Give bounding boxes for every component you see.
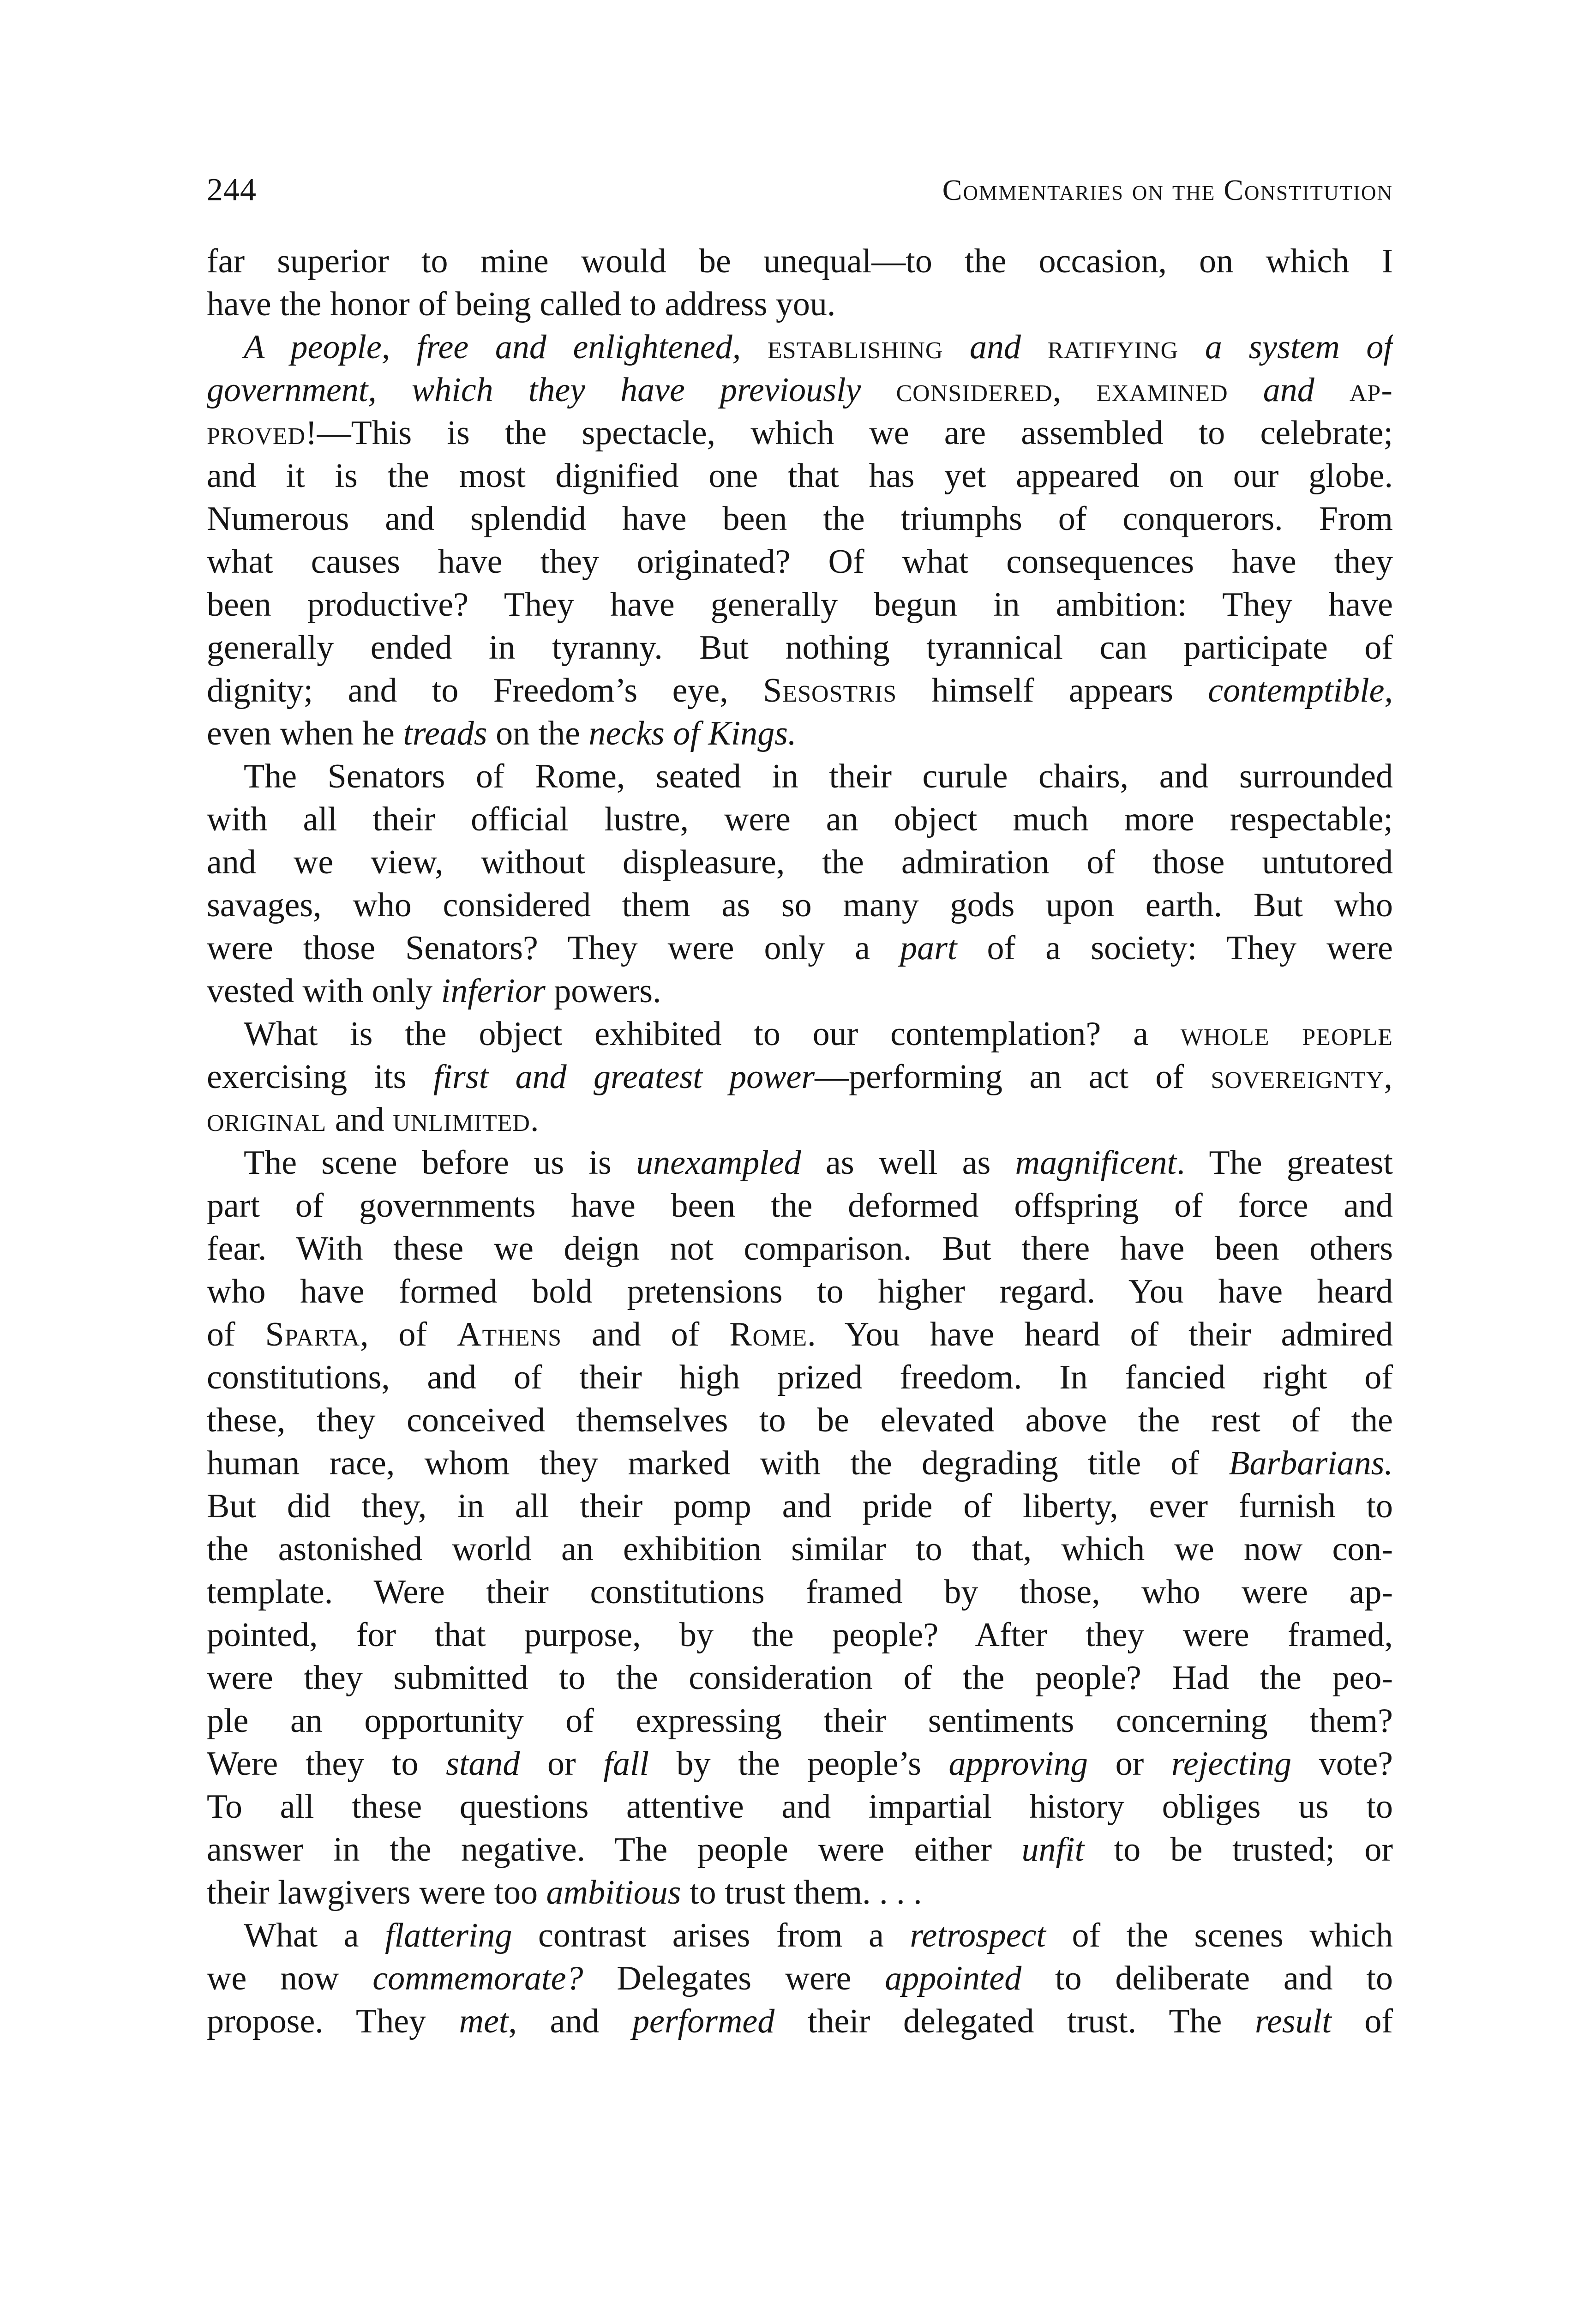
text-line bbox=[207, 755, 1393, 798]
text-run: and we view, without displeasure, the admiration of those untutored bbox=[207, 843, 1393, 881]
text-run: or bbox=[1087, 1745, 1171, 1783]
italic-text: and bbox=[1228, 371, 1350, 409]
text-line bbox=[207, 1957, 1393, 2000]
small-caps-text: examined bbox=[1096, 371, 1228, 409]
text-run: —performing an act of bbox=[815, 1058, 1211, 1096]
italic-text: part bbox=[900, 929, 957, 967]
text-line bbox=[207, 283, 1393, 326]
italic-text: retrospect bbox=[910, 1917, 1046, 1954]
text-run: What a bbox=[244, 1917, 385, 1954]
text-line bbox=[207, 1399, 1393, 1442]
text-run: were they submitted to the consideration of the people? Had the peo- bbox=[207, 1659, 1393, 1697]
text-run: with all their official lustre, were an object much more respectable; bbox=[207, 800, 1393, 838]
italic-text: contemptible, bbox=[1208, 672, 1393, 709]
italic-text: A people, free and enlightened, bbox=[244, 328, 768, 366]
text-line bbox=[207, 455, 1393, 498]
text-line bbox=[207, 1485, 1393, 1528]
text-run: far superior to mine would be unequal—to the occasion, on which I bbox=[207, 242, 1393, 280]
text-run: himself appears bbox=[897, 672, 1208, 709]
text-line bbox=[207, 1871, 1393, 1914]
text-run: Delegates were bbox=[583, 1959, 885, 1997]
text-run: powers. bbox=[545, 972, 661, 1010]
small-caps-text: sovereignty, bbox=[1211, 1058, 1393, 1096]
text-run: vested with only bbox=[207, 972, 441, 1010]
text-line bbox=[207, 1700, 1393, 1743]
text-line bbox=[207, 1743, 1393, 1785]
text-line bbox=[207, 1142, 1393, 1184]
text-run: . bbox=[530, 1101, 539, 1139]
text-line bbox=[207, 2000, 1393, 2043]
text-run: who have formed bold pretensions to higher regard. You have heard bbox=[207, 1273, 1393, 1310]
page-number: 244 bbox=[207, 172, 257, 208]
text-line bbox=[207, 412, 1393, 455]
text-line bbox=[207, 1914, 1393, 1957]
text-line bbox=[207, 1056, 1393, 1099]
text-run: contrast arises from a bbox=[512, 1917, 910, 1954]
text-line bbox=[207, 541, 1393, 583]
text-run: propose. They bbox=[207, 2002, 459, 2040]
text-run: to trust them. . . . bbox=[681, 1874, 922, 1911]
italic-text: met bbox=[459, 2002, 509, 2040]
text-line bbox=[207, 1614, 1393, 1657]
text-run: of a society: They were bbox=[957, 929, 1393, 967]
text-run: even when he bbox=[207, 715, 403, 752]
text-run: constitutions, and of their high prized freedom. In fancied right of bbox=[207, 1358, 1393, 1396]
text-run: part of governments have been the deformed offspring of force and bbox=[207, 1187, 1393, 1225]
text-line bbox=[207, 240, 1393, 283]
italic-text: result bbox=[1254, 2002, 1332, 2040]
text-run: were those Senators? They were only a bbox=[207, 929, 900, 967]
text-run: Were they to bbox=[207, 1745, 446, 1783]
text-run: template. Were their constitutions framed by those, who were ap- bbox=[207, 1573, 1393, 1611]
text-run: !—This is the spectacle, which we are assembled to celebrate; bbox=[306, 414, 1393, 452]
text-line bbox=[207, 1442, 1393, 1485]
text-run: and it is the most dignified one that has yet appeared on our globe. bbox=[207, 457, 1393, 495]
text-run: their lawgivers were too bbox=[207, 1874, 546, 1911]
italic-text: unfit bbox=[1021, 1831, 1085, 1869]
text-run: to deliberate and to bbox=[1021, 1959, 1393, 1997]
text-run: pointed, for that purpose, by the people? After they were framed, bbox=[207, 1616, 1393, 1654]
text-run: , bbox=[1052, 371, 1097, 409]
text-line bbox=[207, 1013, 1393, 1056]
text-run: The scene before us is bbox=[244, 1144, 636, 1182]
italic-text: fall bbox=[603, 1745, 649, 1783]
text-run: of bbox=[1331, 2002, 1393, 2040]
text-run: and bbox=[326, 1101, 393, 1139]
text-run: on the bbox=[487, 715, 589, 752]
text-run: fear. With these we deign not comparison. But there have been others bbox=[207, 1230, 1393, 1268]
text-run: the astonished world an exhibition similar to that, which we now con- bbox=[207, 1530, 1393, 1568]
italic-text: inferior bbox=[441, 972, 546, 1010]
text-run: been productive? They have generally begun in ambition: They have bbox=[207, 586, 1393, 624]
text-run: ple an opportunity of expressing their sentiments concerning them? bbox=[207, 1702, 1393, 1740]
text-line bbox=[207, 1356, 1393, 1399]
text-run: To all these questions attentive and impartial history obliges us to bbox=[207, 1788, 1393, 1826]
text-line bbox=[207, 1785, 1393, 1828]
text-run: these, they conceived themselves to be elevated above the rest of the bbox=[207, 1401, 1393, 1439]
italic-text: government, which they have previously bbox=[207, 371, 896, 409]
text-line bbox=[207, 1828, 1393, 1871]
text-run: what causes have they originated? Of what consequences have they bbox=[207, 543, 1393, 581]
italic-text: necks of Kings. bbox=[588, 715, 797, 752]
italic-text: treads bbox=[403, 715, 487, 752]
text-line bbox=[207, 1313, 1393, 1356]
italic-text: performed bbox=[632, 2002, 775, 2040]
text-run: of bbox=[207, 1316, 265, 1353]
text-line bbox=[207, 712, 1393, 755]
small-caps-text: ratifying bbox=[1047, 328, 1179, 366]
text-run: generally ended in tyranny. But nothing tyrannical can participate of bbox=[207, 629, 1393, 667]
italic-text: unexampled bbox=[636, 1144, 801, 1182]
text-line bbox=[207, 583, 1393, 626]
small-caps-text: proved bbox=[207, 414, 306, 452]
text-line bbox=[207, 798, 1393, 841]
text-line bbox=[207, 1227, 1393, 1270]
text-run: , and bbox=[508, 2002, 632, 2040]
page-header bbox=[207, 167, 1393, 213]
italic-text: appointed bbox=[885, 1959, 1022, 1997]
italic-text: approving bbox=[948, 1745, 1088, 1783]
text-line bbox=[207, 1571, 1393, 1614]
text-line bbox=[207, 1528, 1393, 1571]
text-run: , of bbox=[360, 1316, 457, 1353]
small-caps-text: unlimited bbox=[393, 1101, 530, 1139]
text-line bbox=[207, 498, 1393, 541]
text-run: we now bbox=[207, 1959, 373, 1997]
italic-text: magnificent bbox=[1015, 1144, 1177, 1182]
text-run: have the honor of being called to address you. bbox=[207, 285, 836, 323]
text-run: . You have heard of their admired bbox=[807, 1316, 1393, 1353]
italic-text: stand bbox=[446, 1745, 520, 1783]
small-caps-text: considered bbox=[896, 371, 1053, 409]
text-run: exercising its bbox=[207, 1058, 433, 1096]
text-line bbox=[207, 1099, 1393, 1142]
text-run: But did they, in all their pomp and pride of liberty, ever furnish to bbox=[207, 1487, 1393, 1525]
small-caps-text: Athens bbox=[457, 1316, 562, 1353]
small-caps-text: Sparta bbox=[265, 1316, 360, 1353]
body-text bbox=[207, 240, 1393, 2043]
text-line bbox=[207, 970, 1393, 1013]
text-line bbox=[207, 841, 1393, 884]
italic-text: commemorate? bbox=[372, 1959, 583, 1997]
text-run: by the people’s bbox=[649, 1745, 949, 1783]
text-run: or bbox=[520, 1745, 604, 1783]
small-caps-text: Rome bbox=[729, 1316, 808, 1353]
text-run: their delegated trust. The bbox=[774, 2002, 1255, 2040]
text-line bbox=[207, 1270, 1393, 1313]
text-run: The Senators of Rome, seated in their curule chairs, and surrounded bbox=[244, 757, 1393, 795]
text-run: Numerous and splendid have been the triumphs of conquerors. From bbox=[207, 500, 1393, 538]
italic-text: Barbarians. bbox=[1229, 1444, 1393, 1482]
text-line bbox=[207, 326, 1393, 369]
small-caps-text: ap- bbox=[1349, 371, 1393, 409]
italic-text: ambitious bbox=[546, 1874, 681, 1911]
italic-text: a system of bbox=[1178, 328, 1393, 366]
text-run: vote? bbox=[1291, 1745, 1393, 1783]
text-run: dignity; and to Freedom’s eye, bbox=[207, 672, 763, 709]
small-caps-text: Sesostris bbox=[763, 672, 897, 709]
text-run: savages, who considered them as so many gods upon earth. But who bbox=[207, 886, 1393, 924]
text-run: What is the object exhibited to our contemplation? a bbox=[244, 1015, 1181, 1053]
italic-text: first and greatest power bbox=[433, 1058, 815, 1096]
text-run: and of bbox=[562, 1316, 730, 1353]
text-line bbox=[207, 626, 1393, 669]
text-run: answer in the negative. The people were either bbox=[207, 1831, 1022, 1869]
text-run: to be trusted; or bbox=[1084, 1831, 1393, 1869]
text-run: human race, whom they marked with the degrading title of bbox=[207, 1444, 1229, 1482]
text-line bbox=[207, 369, 1393, 412]
text-line bbox=[207, 927, 1393, 970]
small-caps-text: establishing bbox=[767, 328, 943, 366]
small-caps-text: whole people bbox=[1180, 1015, 1393, 1053]
text-run: of the scenes which bbox=[1046, 1917, 1393, 1954]
italic-text: rejecting bbox=[1171, 1745, 1292, 1783]
text-run: as well as bbox=[801, 1144, 1015, 1182]
text-line bbox=[207, 669, 1393, 712]
small-caps-text: original bbox=[207, 1101, 327, 1139]
italic-text: and bbox=[943, 328, 1048, 366]
text-run: . The greatest bbox=[1176, 1144, 1393, 1182]
text-line bbox=[207, 1184, 1393, 1227]
text-line bbox=[207, 884, 1393, 927]
text-line bbox=[207, 1657, 1393, 1700]
italic-text: flattering bbox=[385, 1917, 512, 1954]
running-head: Commentaries on the Constitution bbox=[942, 174, 1393, 206]
